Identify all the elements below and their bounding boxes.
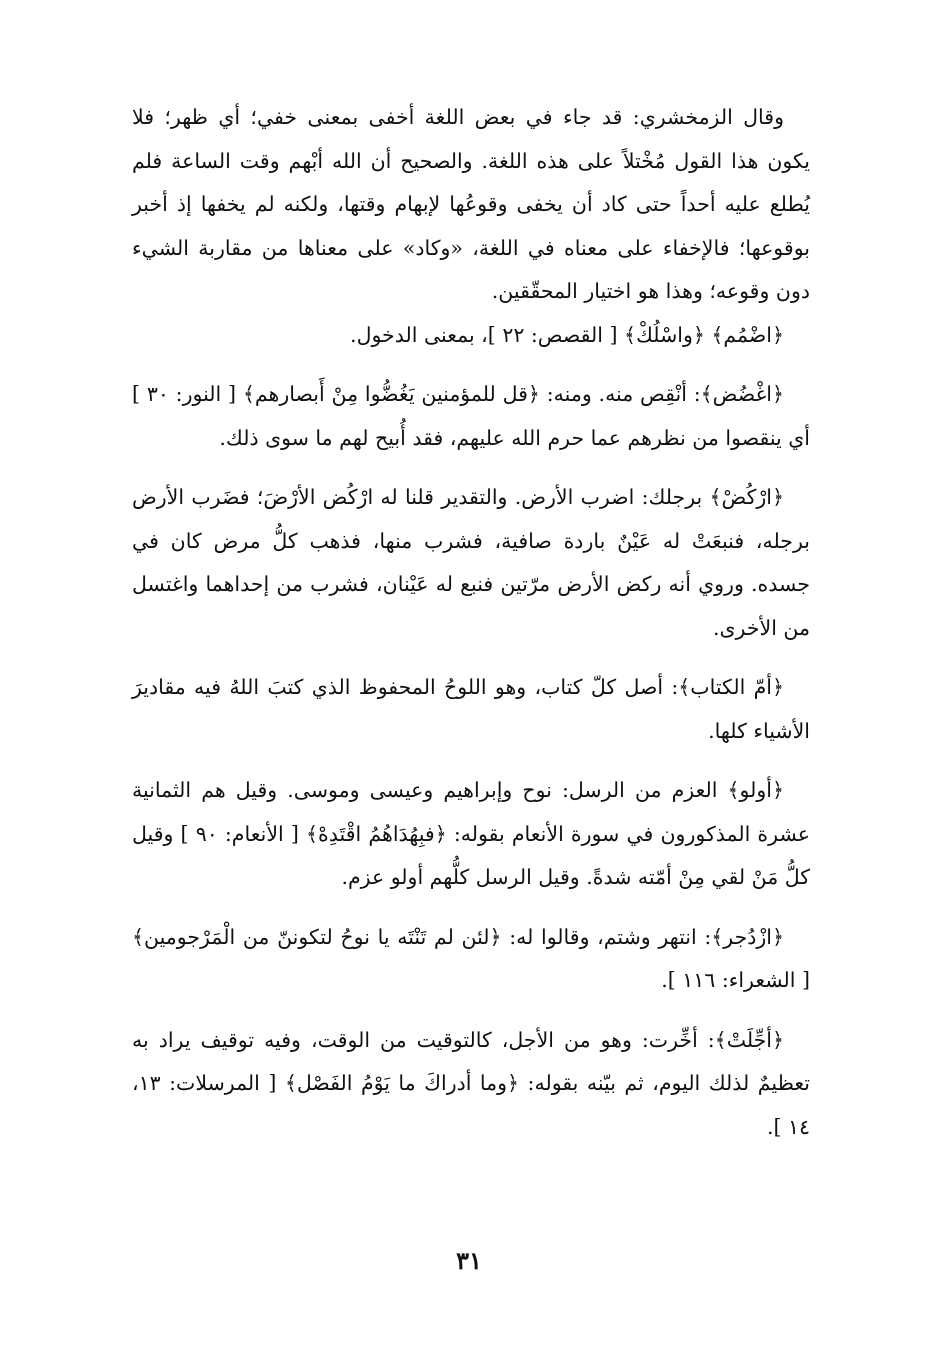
paragraph-ughdud: ﴿اغْضُض﴾: أنْقِص منه. ومنه: ﴿قل للمؤمنين يَغُضُّوا مِنْ أَبصارهم﴾ [ النور: ٣٠ ] أي ينقصوا من نظرهم عما حرم الله عليهم، فقد أُبيح لهم ما سوى ذلك. <box>132 382 810 450</box>
paragraph-ulu-al-azm: ﴿أولو﴾ العزم من الرسل: نوح وإبراهيم وعيسى وموسى. وقيل هم الثمانية عشرة المذكورون في سورة الأنعام بقوله: ﴿فبِهُدَاهُمُ اقْتَدِهْ﴾ [ الأنعام: ٩٠ ] وقيل كلُّ مَنْ لقي مِنْ أمّته شدةً. وقيل الرسل كلُّهم أولو عزم. <box>132 778 810 889</box>
paragraph-ujjilat: ﴿أجِّلَتْ﴾: أخِّرت: وهو من الأجل، كالتوقيت من الوقت، وفيه توقيف يراد به تعظيمٌ لذلك اليوم، ثم بيّنه بقوله: ﴿وما أدراكَ ما يَوْمُ الفَصْل﴾ [ المرسلات: ١٣، ١٤ ]. <box>132 1027 810 1139</box>
page-number: ٣١ <box>456 1246 482 1275</box>
paragraph-zamakhshari: وقال الزمخشري: قد جاء في بعض اللغة أخفى بمعنى خفي؛ أي ظهر؛ فلا يكون هذا القول مُخْتلاً على هذه اللغة. والصحيح أن الله أبْهم وقت الساعة فلم يُطلع عليه أحداً حتى كاد أن يخفى وقوعُها لإبهام وقتها، ولكنه لم يخفها إذ أخبر بوقوعها؛ فالإخفاء على معناه في اللغة، «وكاد» على معناها من مقاربة الشيء دون وقوعه؛ وهذا هو اختيار المحقّقين. <box>132 105 810 303</box>
page-body-text <box>132 96 810 1149</box>
paragraph-uzdujir: ﴿ازْدُجر﴾: انتهر وشتم، وقالوا له: ﴿لئن لم تَنْتَه يا نوحُ لتكوننّ من الْمَرْجومين﴾ [ الشعراء: ١١٦ ]. <box>132 924 810 992</box>
paragraph-urkud: ﴿ارْكُضْ﴾ برجلك: اضرب الأرض. والتقدير قلنا له ارْكُض الأرْضَ؛ فضَرب الأرض برجله، فنبعَتْ له عَيْنٌ باردة صافية، فشرب منها، فذهب كلُّ مرض كان في جسده. وروي أنه ركض الأرض مرّتين فنبع له عَيْنان، فشرب من إحداهما واغتسل من الأخرى. <box>132 485 810 640</box>
paragraph-umm-al-kitab: ﴿أمّ الكتاب﴾: أصل كلّ كتاب، وهو اللوحُ المحفوظ الذي كتبَ اللهُ فيه مقاديرَ الأشياء كلها. <box>132 675 810 743</box>
paragraph-udmum: ﴿اضْمُم﴾ ﴿واسْلُكْ﴾ [ القصص: ٢٢ ]، بمعنى الدخول. <box>350 322 784 347</box>
